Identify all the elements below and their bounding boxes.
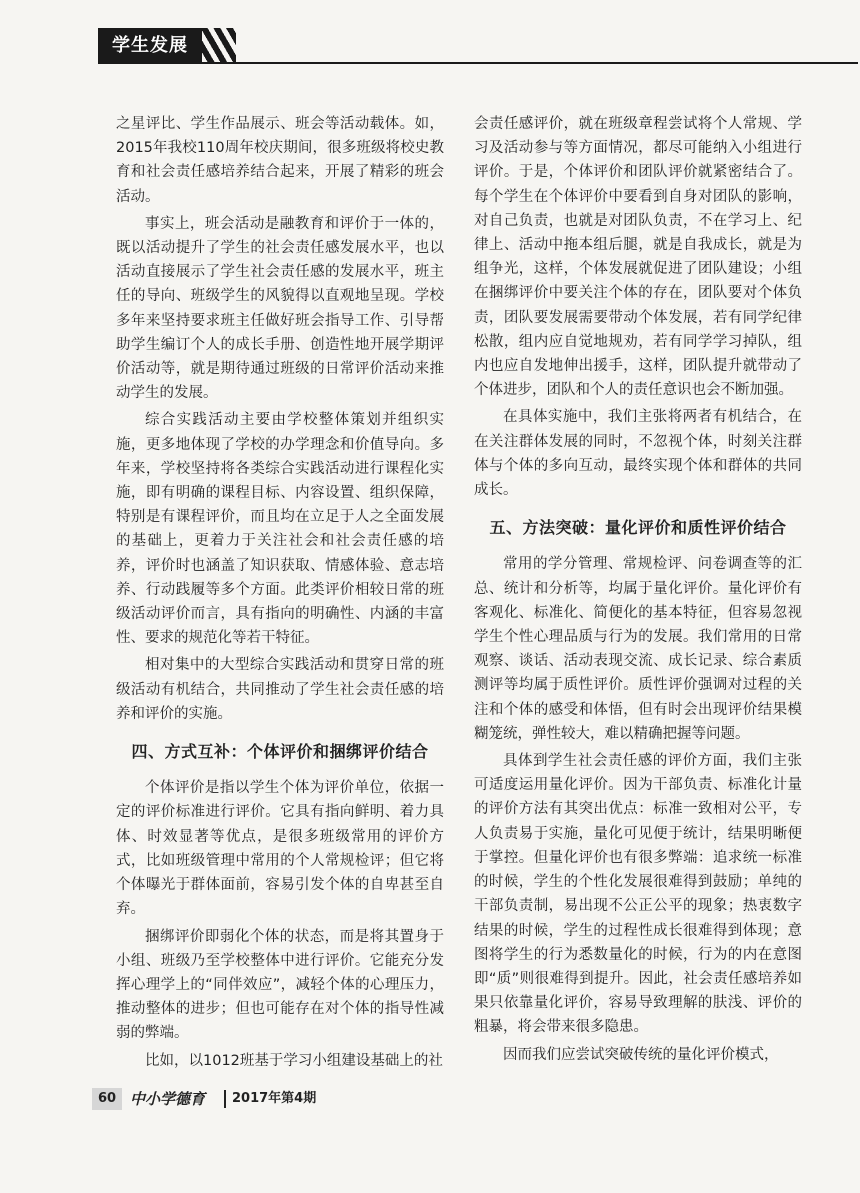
paragraph: 会责任感评价，就在班级章程尝试将个人常规、学习及活动参与等方面情况，都尽可能纳入小组进行评价。于是，个体评价和团队评价就紧密结合了。每个学生在个体评价中要看到自身对团队的影响，对自己负责，也就是对团队负责，不在学习上、纪律上、活动中拖本组后腿，就是自我成长，就是为组争光，这样，个体发展就促进了团队建设；小组在捆绑评价中要关注个体的存在，团队要对个体负责，团队要发展需要带动个体发展，若有同学纪律松散，组内应自觉地规劝，若有同学学习掉队，组内也应自发地伸出援手，这样，团队提升就带动了个体进步，团队和个人的责任意识也会不断加强。 bbox=[474, 116, 802, 399]
footer-separator bbox=[224, 1090, 226, 1108]
header-stripes-decoration bbox=[196, 28, 236, 64]
right-column bbox=[474, 112, 802, 1070]
section-heading-4: 四、方式互补：个体评价和捆绑评价结合 bbox=[131, 742, 429, 762]
issue-label: 2017年第4期 bbox=[232, 1091, 317, 1106]
paragraph: 事实上，班会活动是融教育和评价于一体的，既以活动提升了学生的社会责任感发展水平，也以活动直接展示了学生社会责任感的发展水平，班主任的导向、班级学生的风貌得以直观地呈现。学校多年来坚持要求班主任做好班会指导工作、引导帮助学生编订个人的成长手册、创造性地开展学期评价活动等，就是期待通过班级的日常评价活动来推动学生的发展。 bbox=[116, 215, 444, 402]
page-footer bbox=[92, 1088, 392, 1112]
paragraph: 相对集中的大型综合实践活动和贯穿日常的班级活动有机结合，共同推动了学生社会责任感的培养和评价的实施。 bbox=[116, 657, 444, 722]
paragraph: 在具体实施中，我们主张将两者有机结合，在在关注群体发展的同时，不忽视个体，时刻关注群体与个体的多向互动，最终实现个体和群体的共同成长。 bbox=[474, 409, 802, 499]
paragraph: 个体评价是指以学生个体为评价单位，依据一定的评价标准进行评价。它具有指向鲜明、着力具体、时效显著等优点，是很多班级常用的评价方式，比如班级管理中常用的个人常规检评；但它将个体曝光于群体面前，容易引发个体的自卑甚至自弃。 bbox=[116, 780, 444, 918]
section-heading-5: 五、方法突破：量化评价和质性评价结合 bbox=[489, 518, 787, 538]
header-rule bbox=[98, 62, 858, 64]
section-title: 学生发展 bbox=[98, 28, 202, 64]
page-number: 60 bbox=[92, 1088, 122, 1110]
paragraph: 捆绑评价即弱化个体的状态，而是将其置身于小组、班级乃至学校整体中进行评价。它能充分发挥心理学上的“同伴效应”，减轻个体的心理压力，推动整体的进步；但也可能存在对个体的指导性减弱的弊端。 bbox=[116, 928, 444, 1042]
paragraph: 综合实践活动主要由学校整体策划并组织实施，更多地体现了学校的办学理念和价值导向。多年来，学校坚持将各类综合实践活动进行课程化实施，即有明确的课程目标、内容设置、组织保障，特别是有课程评价，而且均在立足于人之全面发展的基础上，更着力于关注社会和社会责任感的培养，评价时也涵盖了知识获取、情感体验、意志培养、行动践履等多个方面。此类评价相较日常的班级活动评价而言，具有指向的明确性、内涵的丰富性、要求的规范化等若干特征。 bbox=[116, 412, 444, 647]
paragraph: 比如，以1012班基于学习小组建设基础上的社 bbox=[145, 1052, 443, 1069]
paragraph: 因而我们应尝试突破传统的量化评价模式， bbox=[503, 1046, 779, 1063]
paragraph: 之星评比、学生作品展示、班会等活动载体。如，2015年我校110周年校庆期间，很多班级将校史教育和社会责任感培养结合起来，开展了精彩的班会活动。 bbox=[116, 116, 444, 205]
magazine-name: 中小学德育 bbox=[130, 1090, 206, 1108]
left-column bbox=[116, 112, 444, 1076]
section-header bbox=[98, 28, 858, 64]
paragraph: 具体到学生社会责任感的评价方面，我们主张可适度运用量化评价。因为干部负责、标准化计量的评价方法有其突出优点：标准一致相对公平，专人负责易于实施，量化可见便于统计，结果明晰便于掌控。但量化评价也有很多弊端：追求统一标准的时候，学生的个性化发展很难得到鼓励；单纯的干部负责制，易出现不公正公平的现象；热衷数字结果的时候，学生的过程性成长很难得到体现；意图将学生的行为悉数量化的时候，行为的内在意图即“质”则很难得到提升。因此，社会责任感培养如果只依靠量化评价，容易导致理解的肤浅、评价的粗暴，将会带来很多隐患。 bbox=[474, 753, 802, 1036]
paragraph: 常用的学分管理、常规检评、问卷调查等的汇总、统计和分析等，均属于量化评价。量化评价有客观化、标准化、简便化的基本特征，但容易忽视学生个性心理品质与行为的发展。我们常用的日常观察、谈话、活动表现交流、成长记录、综合素质测评等均属于质性评价。质性评价强调对过程的关注和个体的感受和体悟，但有时会出现评价结果模糊笼统，弹性较大，难以精确把握等问题。 bbox=[474, 556, 802, 742]
